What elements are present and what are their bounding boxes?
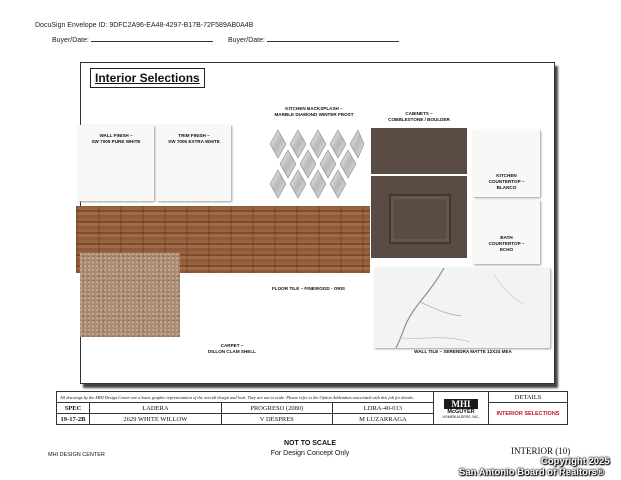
spec-number: 19-17-2B	[57, 414, 90, 425]
marble-veining	[374, 268, 550, 348]
kitchen-countertop-label: KITCHEN COUNTERTOP – BLANCO	[488, 173, 525, 190]
bath-countertop-label: BATH COUNTERTOP – ECHO	[488, 235, 525, 252]
buyer-date-2	[228, 35, 399, 44]
copyright-watermark: Copyright 2025	[541, 456, 610, 467]
carpet-swatch	[80, 253, 180, 337]
plan-name: LADERA	[90, 403, 222, 414]
wall-tile-swatch	[374, 268, 550, 348]
bath-countertop-swatch	[473, 200, 540, 264]
cabinet-door-swatch	[371, 176, 467, 258]
buyer-date-1	[52, 35, 213, 44]
page-label: INTERIOR (10)	[511, 446, 571, 456]
floor-tile-label: FLOOR TILE – FINEWOOD - ORIS	[272, 286, 345, 291]
carpet-label: CARPET – DILLON CLAM SHELL	[208, 343, 256, 354]
trim-finish-label: TRIM FINISH – SW 7006 EXTRA WHITE	[168, 133, 220, 144]
cabinets-label: CABINETS – COBBLESTONE / BOULDER	[388, 111, 450, 122]
mhi-logo: MHI McGUYER HOMEBUILDERS, INC.	[434, 392, 489, 425]
design-center-label: MHI DESIGN CENTER	[48, 452, 105, 458]
board-title: Interior Selections	[90, 68, 205, 88]
buyer-signature-line[interactable]	[267, 35, 399, 42]
docusign-envelope-id: DocuSign Envelope ID: 9DFC2A96-EA48-4297-B17B-72F589AB0A4B	[35, 22, 254, 29]
section-name: INTERIOR SELECTIONS	[489, 403, 568, 425]
buyer-signature-line[interactable]	[91, 35, 213, 42]
backsplash-label: KITCHEN BACKSPLASH – MARBLE DIAMOND WINTER FROST	[274, 106, 354, 117]
spec-table	[56, 391, 568, 425]
not-to-scale: NOT TO SCALE	[284, 440, 336, 447]
plan-code: LDRA-40-013	[332, 403, 433, 414]
designer: V DESPRES	[221, 414, 332, 425]
buyer-date-label: Buyer/Date:	[228, 37, 265, 44]
wall-tile-label: WALL TILE – SERENDRA MATTE 12X24 MEA	[414, 349, 512, 354]
sales-rep: M LUZARRAGA	[332, 414, 433, 425]
backsplash-swatch	[268, 124, 364, 206]
address: 2629 WHITE WILLOW	[90, 414, 222, 425]
disclaimer: All drawings by the MHI Design Center are a basic graphic representation of the overall design and look. They are not to scale. Please refer to the Option Addendum associated with this job for details.	[57, 392, 434, 403]
wall-finish-label: WALL FINISH – SW 7005 PURE WHITE	[91, 133, 141, 144]
buyer-date-label: Buyer/Date:	[52, 37, 89, 44]
spec-label: SPEC	[57, 403, 90, 414]
cabinet-finish-swatch	[371, 128, 467, 174]
design-concept-note: For Design Concept Only	[270, 450, 350, 457]
community: PROGRESO (2080)	[221, 403, 332, 414]
board-watermark: San Antonio Board of Realtors®	[459, 467, 604, 478]
details-label: DETAILS	[489, 392, 568, 403]
